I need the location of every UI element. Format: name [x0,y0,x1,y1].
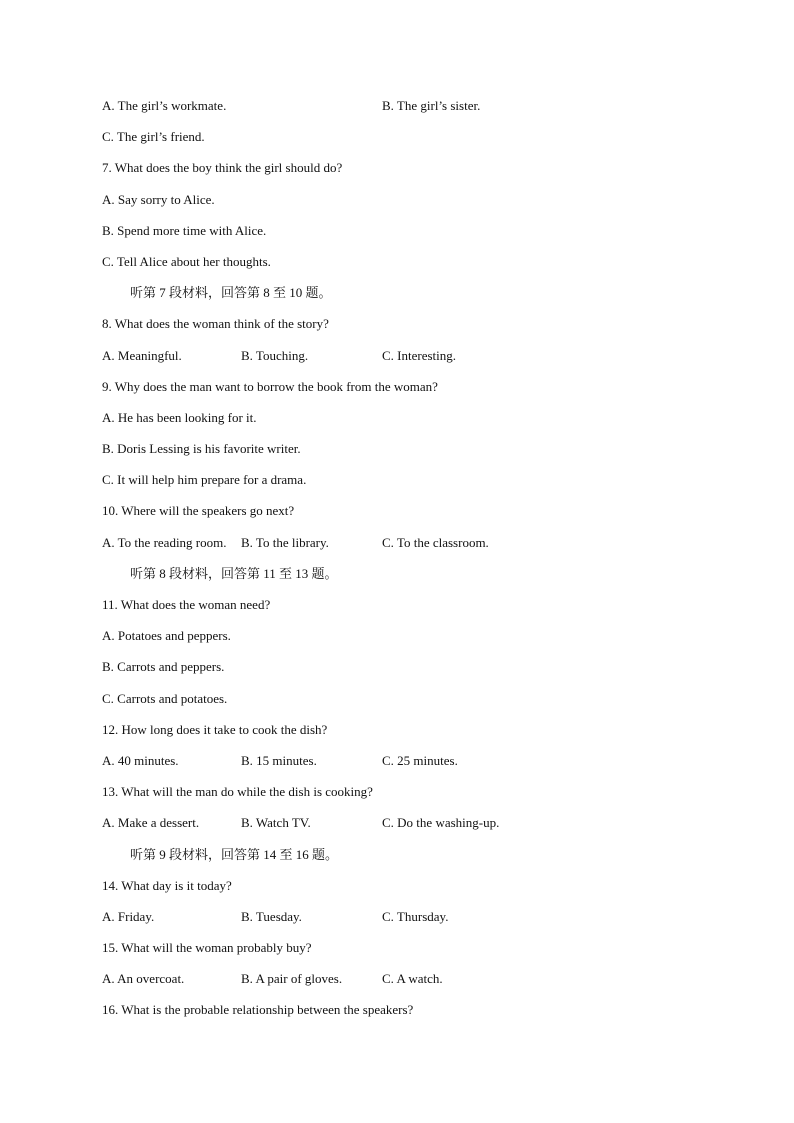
question-line: 7. What does the boy think the girl should do? [102,160,343,176]
section-instruction: 听第 8 段材料，回答第 11 至 13 题。 [130,565,338,581]
question-line: 8. What does the woman think of the story? [102,316,329,332]
option-line: A. He has been looking for it. [102,409,257,425]
question-line: 13. What will the man do while the dish is cooking? [102,784,373,800]
option-line: C. Carrots and potatoes. [102,690,228,706]
option-a: A. 40 minutes. [102,752,179,768]
option-line: A. Say sorry to Alice. [102,191,215,207]
option-b: B. Tuesday. [241,908,302,924]
option-a: A. Make a dessert. [102,815,200,831]
option-row [102,348,722,379]
option-c: C. Do the washing-up. [382,815,500,831]
option-b: B. Touching. [241,347,309,363]
option-line: B. Doris Lessing is his favorite writer. [102,441,301,457]
option-c: C. To the classroom. [382,534,489,550]
option-c: C. A watch. [382,971,443,987]
option-row [102,753,722,784]
question-line: 11. What does the woman need? [102,597,271,612]
option-row [102,98,722,129]
option-b: B. 15 minutes. [241,752,317,768]
option-row [102,971,722,1002]
option-c: C. 25 minutes. [382,752,458,768]
exam-page [102,98,722,1034]
option-row [102,909,722,940]
question-line: 12. How long does it take to cook the dish? [102,721,328,737]
question-line: 14. What day is it today? [102,877,232,893]
option-a: A. An overcoat. [102,971,185,987]
option-line: C. It will help him prepare for a drama. [102,472,307,488]
option-b: B. A pair of gloves. [241,971,343,987]
option-row [102,535,722,566]
option-line: A. Potatoes and peppers. [102,628,231,644]
option-line: B. Carrots and peppers. [102,659,225,675]
question-line: 15. What will the woman probably buy? [102,940,312,956]
option-c: C. Interesting. [382,347,457,363]
option-a: A. To the reading room. [102,534,227,550]
option-b: B. The girl’s sister. [382,98,481,113]
option-b: B. Watch TV. [241,815,311,831]
option-line: B. Spend more time with Alice. [102,222,267,238]
option-row [102,815,722,846]
question-line: 16. What is the probable relationship between the speakers? [102,1002,414,1018]
option-c: C. Thursday. [382,908,449,924]
option-line: C. The girl’s friend. [102,129,205,145]
section-instruction: 听第 7 段材料，回答第 8 至 10 题。 [130,285,332,301]
option-line: C. Tell Alice about her thoughts. [102,253,271,269]
section-instruction: 听第 9 段材料，回答第 14 至 16 题。 [130,846,339,862]
option-b: B. To the library. [241,534,329,550]
option-a: A. The girl’s workmate. [102,98,227,113]
option-a: A. Friday. [102,908,155,924]
option-a: A. Meaningful. [102,347,182,363]
question-line: 9. Why does the man want to borrow the book from the woman? [102,378,438,394]
question-line: 10. Where will the speakers go next? [102,503,295,519]
